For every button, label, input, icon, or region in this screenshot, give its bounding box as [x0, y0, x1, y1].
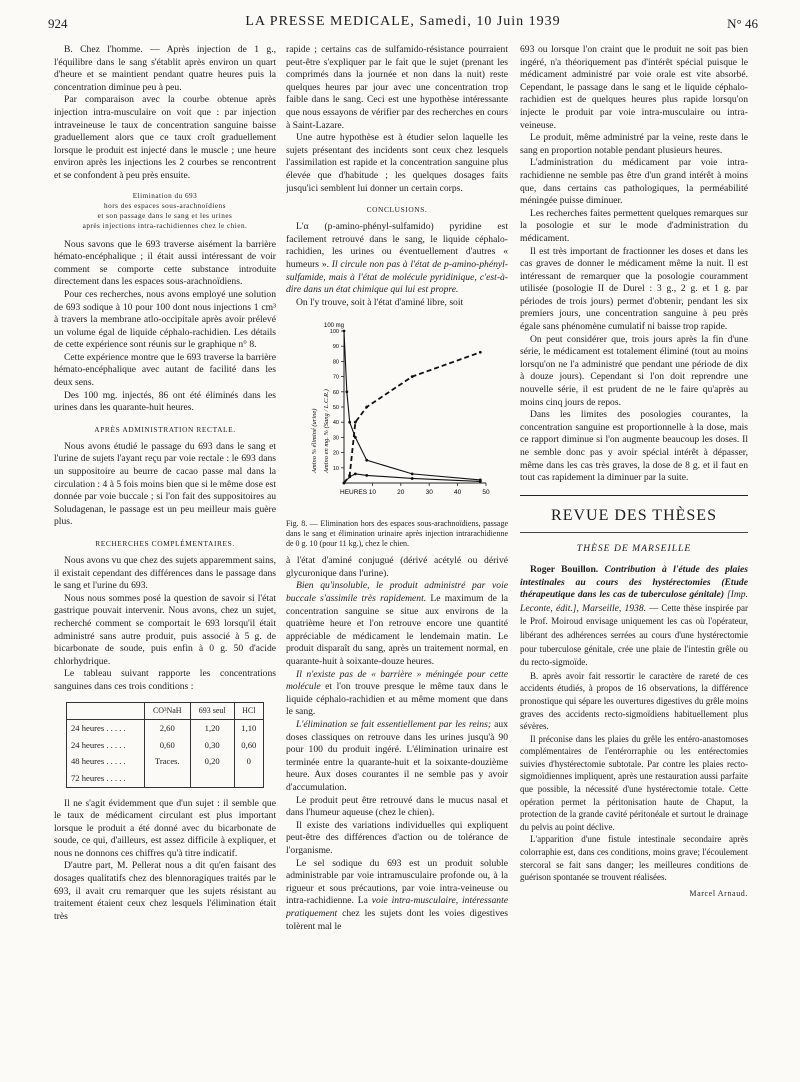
paragraph: Nous avons vu que chez des sujets apparemment sains, il existait cependant des différences dans le passage dans le sang et l'urine du 693.: [54, 555, 276, 592]
section-heading: Elimination du 693: [132, 191, 198, 200]
emphasis: L'élimination se fait essentiellement par les reins;: [296, 719, 492, 730]
paragraph-text: aux doses classiques on retrouve dans les urines jusqu'à 90 pour 100 du produit ingéré. L'élimination urinaire est terminée entre la quarante-huit et la soixante-douzième heure. Aux doses courantes il ne semble pas y avoir d'accumulation.: [286, 719, 508, 793]
paragraph: [286, 580, 508, 668]
section-heading: CONCLUSIONS.: [366, 205, 428, 215]
table-cell: [190, 770, 234, 787]
paragraph: Nous nous sommes posé la question de savoir si l'état gastrique pouvait intervenir. Nous avons, chez un sujet, recherché comment se comportait le 693 lorsqu'il était administré sans autre produit, puis associé à 5 g. de bicarbonate de soude, puis enfin à 0 g. 50 d'acide chlorhydrique.: [54, 592, 276, 667]
table-header: CO³NaH: [144, 702, 190, 720]
series-line-urine: [344, 353, 480, 484]
section-heading: RECHERCHES COMPLÉMENTAIRES.: [95, 539, 235, 548]
table-cell: 0,60: [234, 737, 263, 754]
table-cell: 0,20: [190, 753, 234, 770]
y-tick-label: 90: [332, 344, 339, 351]
x-tick-label: 50: [482, 489, 490, 497]
data-point: [354, 421, 357, 424]
data-point: [343, 482, 346, 485]
paragraph-text: et l'on trouve presque le même taux dans le liquide céphalo-rachidien et au même moment que dans le sang.: [286, 681, 508, 718]
y-tick-label: 30: [332, 435, 339, 442]
page-number: 924: [48, 16, 68, 31]
these-title: Contribution à l'étude des plaies intestinales au cours des hystérectomies (Etude thérapeutique dans les cas de tuberculose génitale): [520, 563, 748, 601]
table-row: [67, 770, 264, 787]
paragraph: B. après avoir fait ressortir le caractère de rareté de ces accidents étudiés, à propos de 16 observations, la différence pronostique qui sépare les ouvertures digestives du grêle moins graves des accidents recto-sigmoïdiens habituellement plus sévères.: [520, 670, 748, 732]
table-cell: 0,60: [144, 737, 190, 754]
y-tick-label: 70: [332, 374, 339, 381]
paragraph: [286, 221, 508, 297]
paragraph: [286, 858, 508, 934]
paragraph: Le produit, même administré par la veine, reste dans le sang en proportion notable pendant plusieurs heures.: [520, 132, 748, 156]
data-point: [343, 330, 346, 333]
issue-number: N° 46: [727, 16, 758, 31]
table-cell: [144, 770, 190, 787]
paragraph: Le produit peut être retrouvé dans le mucus nasal et dans l'humeur aqueuse (chez le chien).: [286, 794, 508, 819]
data-point: [345, 391, 348, 394]
elimination-chart: [286, 315, 508, 515]
table-header: [67, 702, 145, 720]
paragraph-text: Le sel sodique du 693 est un produit soluble administrable par voie intramusculaire profonde ou, à la rigueur et sous précautions, par voie intra-veineuse ou intra-rachidienne. La: [286, 857, 508, 907]
data-point: [479, 351, 482, 354]
paragraph: Une autre hypothèse est à étudier selon laquelle les sujets présentant des incidents sont ceux chez lesquels l'assimilation est rapide et la concentration sanguine plus élevée que d'habitude ; les quelques dosages faits jusqu'ici semblent lui donner un certain corps.: [286, 132, 508, 194]
section-heading: APRÈS ADMINISTRATION RECTALE.: [94, 424, 236, 434]
these-reference: [520, 564, 748, 670]
table-cell: 72 heures . . . . .: [71, 772, 126, 783]
data-point: [365, 459, 368, 462]
revue-heading: REVUE DES THÈSES: [520, 495, 748, 523]
these-heading: THÈSE DE MARSEILLE: [520, 532, 748, 556]
paragraph: [286, 669, 508, 719]
data-point: [411, 477, 414, 480]
signature: Marcel Arnaud.: [689, 888, 748, 898]
y-tick-label: 50: [332, 405, 339, 412]
table-cell: 1,10: [234, 720, 263, 737]
section-subheading: après injections intra-rachidiennes chez le chien.: [82, 221, 248, 230]
paragraph: Nous savons que le 693 traverse aisément la barrière hémato-encéphalique ; il était aussi intéressant de voir comment se comporte cette substance introduite directement dans les espaces sous-arachnoïdiens.: [54, 238, 276, 288]
data-point: [411, 473, 414, 476]
top-label: 100 mg: [324, 323, 345, 330]
these-publisher: [Imp. Leconte, édit.], Marseille, 1938.: [520, 589, 748, 614]
series-line-lcr: [344, 331, 480, 480]
data-point: [354, 473, 357, 476]
data-point: [365, 474, 368, 477]
paragraph: Dans les limites des posologies courantes, la concentration sanguine est proportionnelle à la dose, mais ce rapport diminue si l'on augmente beaucoup les doses. Il ne semble donc pas y avoir spécial intérêt à dépasser, même dans les cas très graves, la dose de 8 g. et il faut en tout cas rapidement la diminuer par la suite.: [520, 409, 748, 484]
table-row: [67, 720, 264, 737]
column-1: [54, 44, 276, 1064]
paragraph: 693 ou lorsque l'on craint que le produit ne soit pas bien ingéré, n'a théoriquement pas d'intérêt spécial puisque le médicament administré par voie orale est vite absorbé. Cependant, le passage dans le sang et le liquide céphalo-rachidien est de quelques heures plus rapide lorsqu'on injecte le produit par voie intra-musculaire ou intra-veineuse.: [520, 44, 748, 131]
paragraph-text: — Cette thèse inspirée par le Prof. Moiroud envisage uniquement les cas où l'opérateur, libérant des adhérences serrées au cours d'une hystérectomie pour tuberculose génitale, crée une plaie de l'intestin grêle ou du recto-sigmoïde.: [520, 602, 748, 668]
journal-title: LA PRESSE MEDICALE, Samedi, 10 Juin 1939: [245, 14, 561, 29]
section-subheading: et son passage dans le sang et les urines: [97, 211, 233, 220]
data-point: [365, 406, 368, 409]
y-tick-label: 10: [332, 466, 339, 473]
paragraph: L'apparition d'une fistule intestinale secondaire après colorraphie est, dans ces conditions, moins grave; l'écoulement stercoral se fait sans danger; les meilleures conditions de guérison spontanée se trouvent réalisées.: [520, 834, 748, 883]
paragraph: Nous avons étudié le passage du 693 dans le sang et l'urine de sujets l'ayant reçu par voie rectale : le 693 dans un suppositoire au beurre de cacao passe mal dans la circulation : 4 à 5 fois moins bien que si le même dose est donnée par voie buccale ; si l'on fait des suppositoires au Soludagenan, le passage est un peu meilleur mais guère plus.: [54, 440, 276, 528]
figure-8: [286, 315, 508, 515]
y-axis-label-left: Amino % éliminé (urine): [311, 408, 318, 474]
paragraph: B. Chez l'homme. — Après injection de 1 g., l'équilibre dans le sang s'établit après environ un quart d'heure et se maintient pendant quatre heures puis la concentration diminue peu à peu.: [54, 44, 276, 93]
paragraph-text: Le maximum de la concentration sanguine se situe aux environs de la quatrième heure et l'on retrouve encore une quantité appréciable de médicament le lendemain matin. Le produit disparaît du sang, après un traitement normal, en quarante-huit à soixante-douze heures.: [286, 593, 508, 668]
table-cell: [234, 770, 263, 787]
paragraph: On l'y trouve, soit à l'état d'aminé libre, soit: [296, 296, 464, 308]
emphasis: Il n'existe pas de « barrière » méningée pour cette molécule: [286, 668, 508, 693]
data-point: [411, 375, 414, 378]
y-tick-label: 80: [332, 359, 339, 366]
y-tick-label: 20: [332, 450, 339, 457]
table-header: 693 seul: [190, 702, 234, 720]
paragraph: Cette expérience montre que le 693 traverse la barrière hémato-encéphalique avec autant de facilité dans les deux sens.: [54, 351, 276, 389]
section-subheading: hors des espaces sous-arachnoïdiens: [104, 201, 226, 210]
y-tick-label: 100: [329, 329, 339, 336]
table-cell: 0,30: [190, 737, 234, 754]
paragraph: D'autre part, M. Pellerat nous a dit qu'en faisant des dosages qualitatifs chez des blennoragiques traités par le 693, il avait cru remarquer que les sujets résistant au traitement étaient ceux chez lesquels l'élimination était très: [54, 860, 276, 922]
paragraph: rapide ; certains cas de sulfamido-résistance pourraient peut-être s'expliquer par le fait que le sujet (prenant les comprimés dans la journée et non dans la nuit) reste quelques heures par jour avec une concentration trop faible dans le sang. Ceci est une hypothèse intéressante que nous essayons de vérifier par des recherches en cours à Saint-Lazare.: [286, 44, 508, 131]
paragraph: Par comparaison avec la courbe obtenue après injection intra-musculaire on voit que : par injection intraveineuse le taux de concentration sanguine baisse graduellement alors que ce taux croît graduellement lorsque le produit est injecté dans le muscle ; une heure environ après les injections les 2 courbes se rencontrent et se confondent à peu près ensuite.: [54, 94, 276, 181]
these-author: Roger Bouillon.: [530, 563, 599, 575]
table-header: HCl: [234, 702, 263, 720]
emphasis: Il circule non pas à l'état de p-amino-phényl-sulfamide, mais à l'état de molécule pyridinique, c'est-à-dire dans un état chimique qui lui est propre.: [286, 258, 508, 296]
paragraph-text: chez les sujets dont les voies digestives tolèrent mal le: [286, 907, 508, 932]
table-cell: 2,60: [144, 720, 190, 737]
table-cell: 24 heures . . . . .: [71, 739, 126, 750]
x-tick-label: 30: [425, 489, 433, 497]
emphasis: voie intra-musculaire, intéressante pratiquement: [286, 895, 508, 919]
concentration-table: [66, 702, 264, 788]
data-point: [354, 436, 357, 439]
paragraph: On peut considérer que, trois jours après la fin d'une série, le médicament est totalement éliminé (tout au moins lorsqu'on ne l'a administré que pendant une période de dix à douze jours). Cependant si l'on doit reprendre une nouvelle série, il est prudent de ne le faire qu'après au moins cinq jours de repos.: [520, 333, 748, 408]
paragraph: Le tableau suivant rapporte les concentrations sanguines dans ces trois conditions :: [54, 668, 276, 692]
paragraph: Il ne s'agit évidemment que d'un sujet : il semble que le taux de médicament circulant est plus important lorsque le produit a été donné avec du bicarbonate de soude, ce qui, d'ailleurs, est assez difficile à expliquer, et nous ne donnons ces chiffres qu'à titre indicatif.: [54, 797, 276, 859]
table-row: [67, 753, 264, 770]
figure-caption: Fig. 8. — Elimination hors des espaces sous-arachnoïdiens, passage dans le sang et élimination urinaire après injection intrarachidienne de 0 g. 10 (pour 11 kg.), chez le chien.: [286, 519, 508, 549]
table-row: [67, 737, 264, 754]
table-cell: 0: [234, 753, 263, 770]
x-tick-label: 10: [368, 489, 377, 497]
emphasis: Bien qu'insoluble, le produit administré par voie buccale s'assimile très rapidement.: [286, 580, 508, 605]
y-tick-label: 60: [332, 390, 339, 397]
paragraph: Il existe des variations individuelles qui expliquent peut-être des différences d'action ou de tolérance de l'organisme.: [286, 819, 508, 856]
table-cell: 1,20: [190, 720, 234, 737]
column-3: [520, 44, 748, 1064]
x-tick-label: 40: [453, 489, 462, 497]
paragraph: Des 100 mg. injectés, 86 ont été éliminés dans les urines dans les quarante-huit heures.: [54, 389, 276, 414]
y-tick-label: 40: [332, 420, 339, 427]
paragraph: L'administration du médicament par voie intra-rachidienne ne semble pas être d'un grand intérêt à moins que, dans certains cas pathologiques, la perméabilité méningée puisse diminuer.: [520, 157, 748, 207]
section-heading-block: [54, 191, 276, 231]
paragraph: à l'état d'aminé conjugué (dérivé acétylé ou dérivé glycuronique dans l'urine).: [286, 555, 508, 579]
table-cell: 24 heures . . . . .: [71, 723, 126, 734]
paragraph: Il préconise dans les plaies du grêle les entéro-anastomoses complémentaires de l'entérorraphie ou les entérectomies suivies d'hystérectomie subtotale. Par contre les plaies recto-sigmoïdiennes impliquent, après une restauration aussi parfaite que possible, la nécessité d'une hystérectomie totale. Cette opération permet la péritonisation haute de Chaput, la protection de la grande cavité péritonéale et surtout le drainage du pelvis au point déclive.: [520, 733, 748, 832]
paragraph: [286, 719, 508, 795]
paragraph: Il est très important de fractionner les doses et dans les cas graves de donner le médicament même la nuit. Il est intéressant de remarquer que la posologie couramment utilisée (posologie II de Durel : 3 g., 2 g. et 1 g. par périodes de trois jours) permet d'obtenir, pendant les six premiers jours, une concentration sanguine à peu près égale sans phénomène cumulatif ni baisse trop rapide.: [520, 245, 748, 333]
table-cell: Traces.: [144, 753, 190, 770]
x-tick-label: 20: [397, 489, 405, 497]
paragraph: Les recherches faites permettent quelques remarques sur la posologie et sur le mode d'administration du médicament.: [520, 207, 748, 244]
data-point: [479, 480, 482, 483]
y-axis-label-right: Amino en mg. % (Sang / L.C.R.): [323, 389, 330, 474]
page-header: [48, 12, 758, 34]
paragraph: Pour ces recherches, nous avons employé une solution de 693 sodique à 10 pour 100 dont nous injections 1 cm³ à travers la membrane atlo-occipitale après avoir prélevé un volume égal de liquide céphalo-rachidien. Les détails de cette expérience sont réunis sur le graphique n° 8.: [54, 288, 276, 351]
paragraph-text: L'α (p-amino-phényl-sulfamido) pyridine est facilement retrouvé dans le sang, le liquide céphalo-rachidien, les urines ou éventuellement d'autres « humeurs ».: [286, 221, 508, 270]
data-point: [348, 476, 351, 479]
data-point: [348, 421, 351, 424]
x-axis-label: HEURES: [340, 489, 368, 497]
table-cell: 48 heures . . . . .: [71, 756, 126, 767]
column-2: [286, 44, 508, 1064]
